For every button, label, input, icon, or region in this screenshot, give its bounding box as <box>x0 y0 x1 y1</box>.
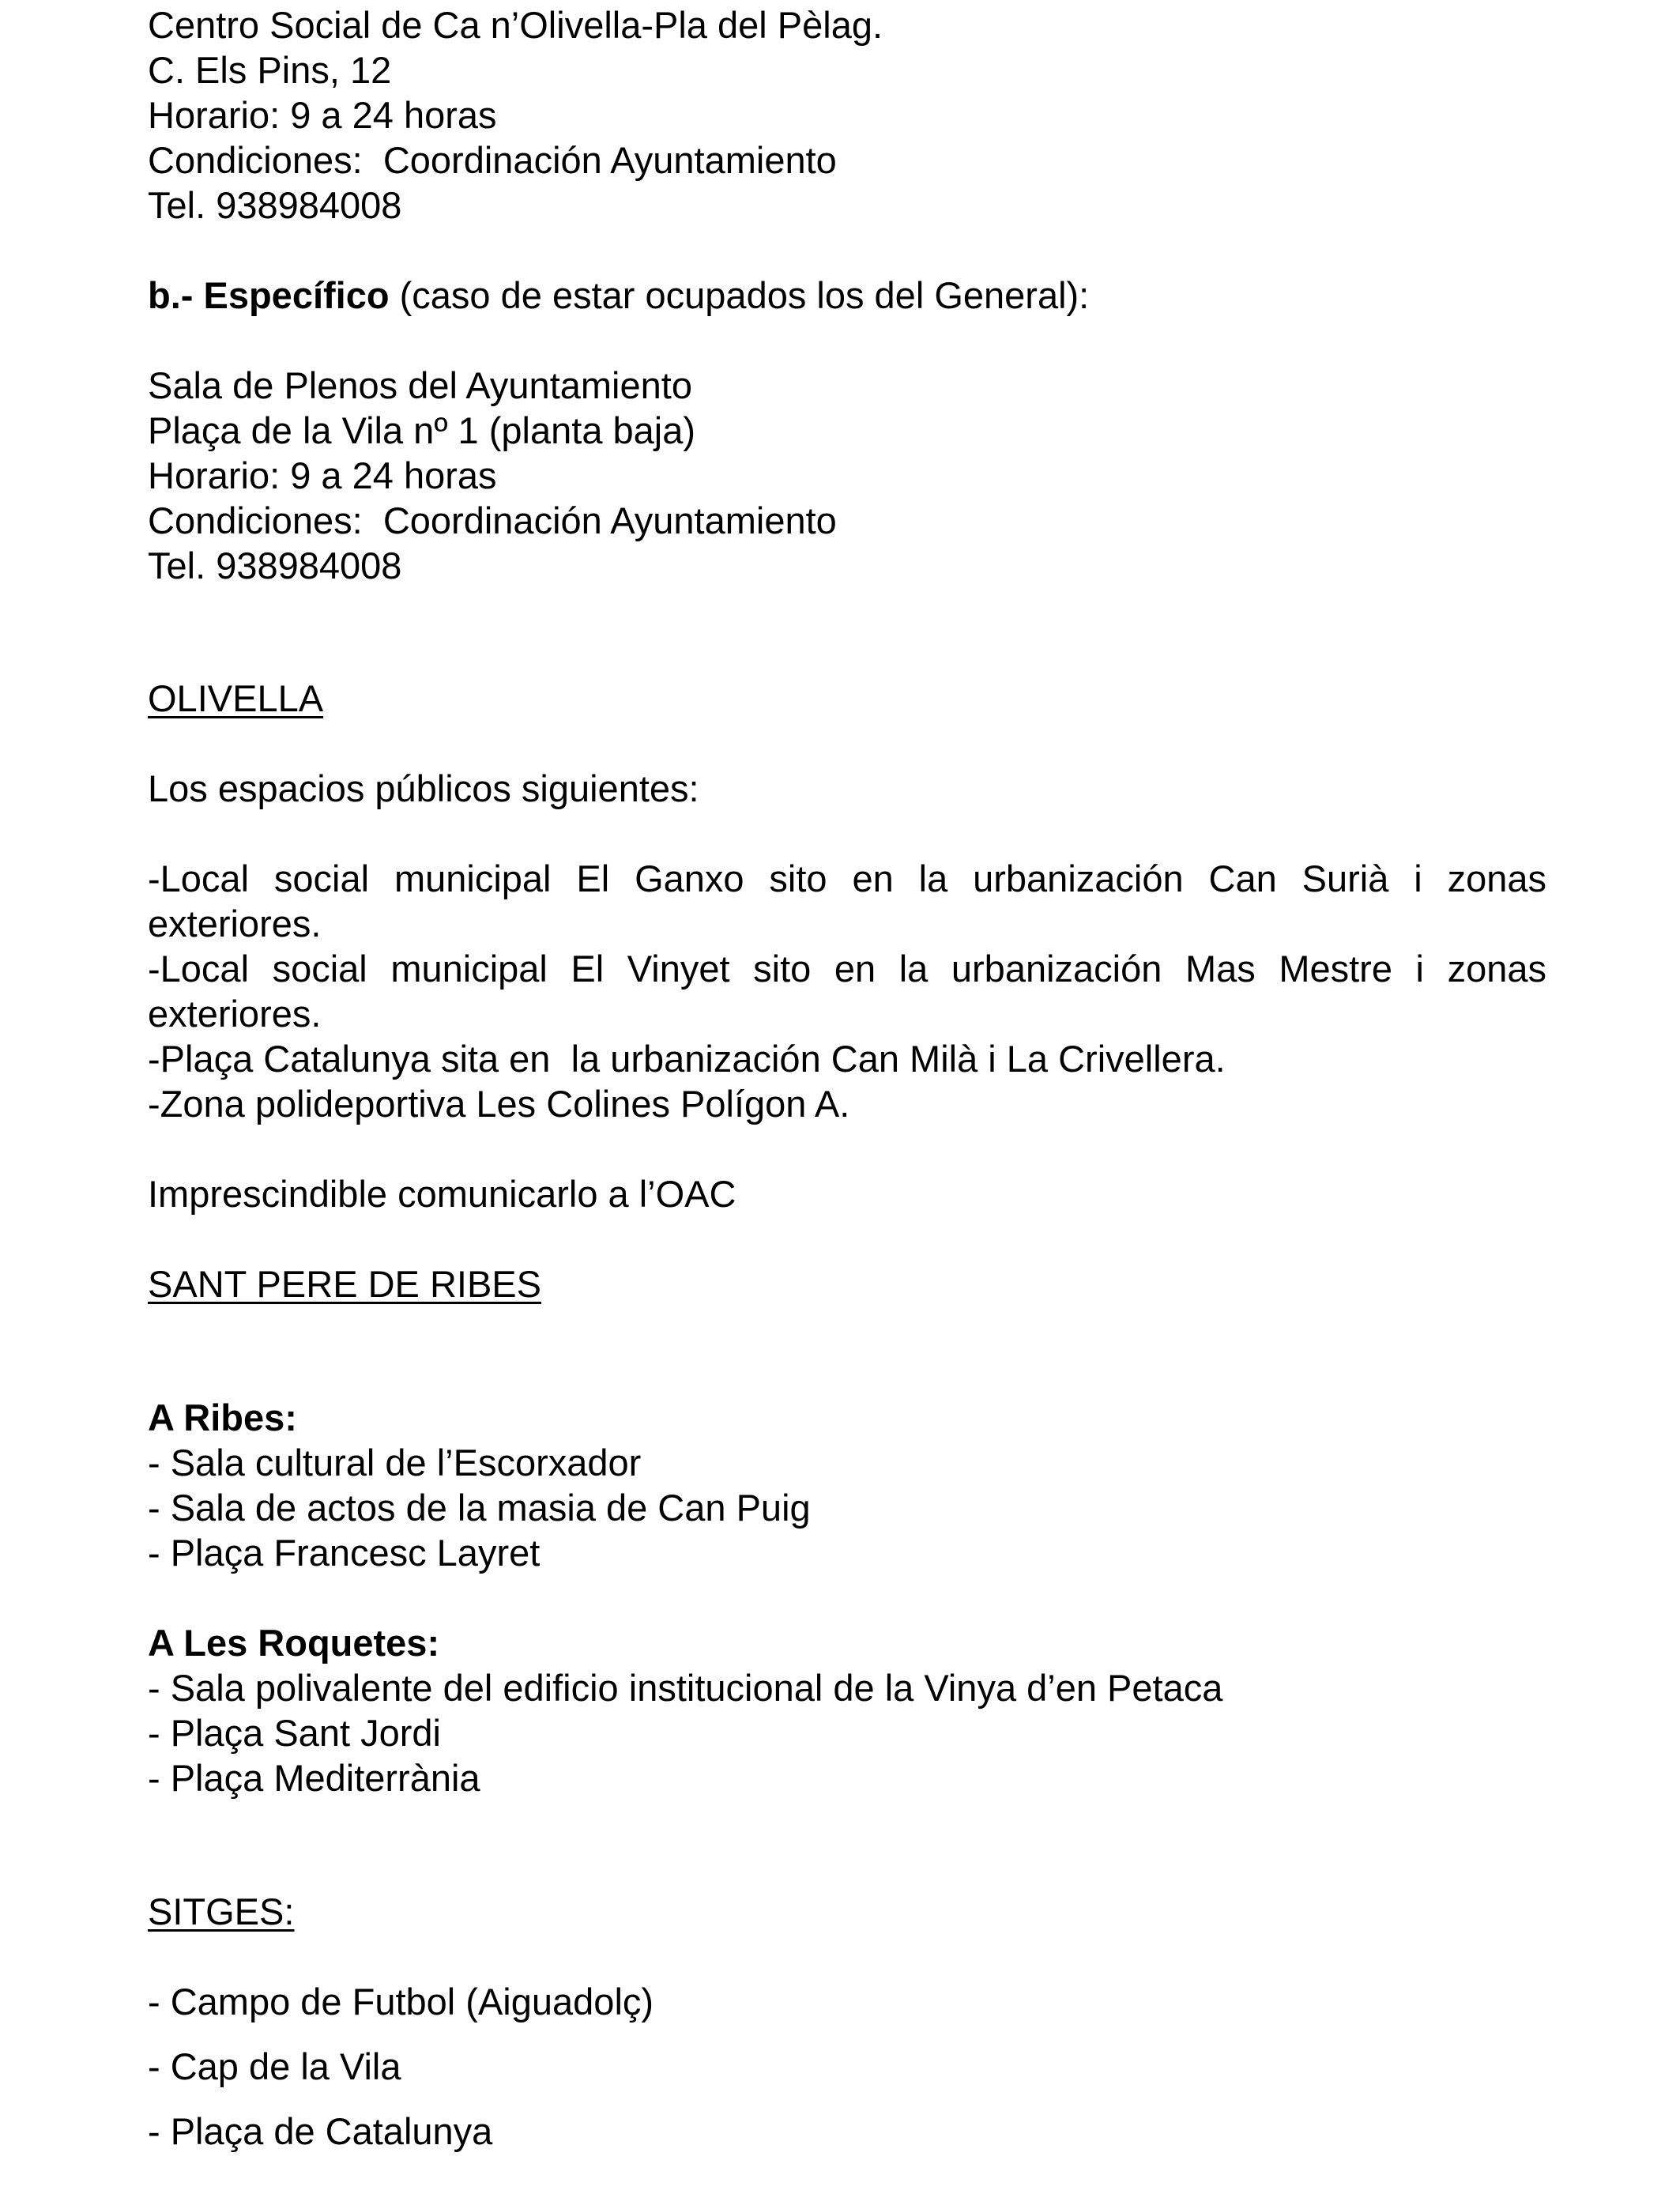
list-item: - Plaça Francesc Layret <box>148 1532 541 1574</box>
centro-social-hours: Horario: 9 a 24 horas <box>148 94 497 136</box>
olivella-item-ganxo-line2: exteriores. <box>148 903 322 944</box>
olivella-item-placa-catalunya: -Plaça Catalunya sita en la urbanización Can Milà i La Crivellera. <box>148 1038 1226 1080</box>
ribes-label: A Ribes: <box>148 1397 297 1438</box>
olivella-intro: Los espacios públicos siguientes: <box>148 767 699 809</box>
sitges-heading: SITGES: <box>148 1891 295 1932</box>
list-item: - Sala polivalente del edificio institucional de la Vinya d’en Petaca <box>148 1667 1223 1709</box>
sant-pere-heading: SANT PERE DE RIBES <box>148 1263 541 1305</box>
list-item: - Campo de Futbol (Aiguadolç) <box>148 1981 654 2022</box>
list-item: - Plaça Mediterrània <box>148 1757 480 1799</box>
sala-plenos-phone: Tel. 938984008 <box>148 545 402 586</box>
centro-social-address: C. Els Pins, 12 <box>148 49 392 91</box>
centro-social-conditions: Condiciones: Coordinación Ayuntamiento <box>148 139 837 181</box>
olivella-item-vinyet-line2: exteriores. <box>148 993 322 1035</box>
olivella-item-ganxo-line1: -Local social municipal El Ganxo sito en la urbanización Can Surià i zonas <box>148 858 1546 899</box>
roquetes-label: A Les Roquetes: <box>148 1622 440 1664</box>
list-item: - Plaça Sant Jordi <box>148 1712 441 1754</box>
centro-social-phone: Tel. 938984008 <box>148 184 402 226</box>
centro-social-name: Centro Social de Ca n’Olivella-Pla del Pèlag. <box>148 4 883 46</box>
sala-plenos-hours: Horario: 9 a 24 horas <box>148 454 497 496</box>
olivella-heading: OLIVELLA <box>148 677 324 719</box>
olivella-item-vinyet-line1: -Local social municipal El Vinyet sito en la urbanización Mas Mestre i zonas <box>148 948 1546 990</box>
list-item: - Plaça de Catalunya <box>148 2110 493 2152</box>
list-item: - Cap de la Vila <box>148 2045 401 2087</box>
sala-plenos-conditions: Condiciones: Coordinación Ayuntamiento <box>148 499 837 541</box>
olivella-item-polideportiva: -Zona polideportiva Les Colines Polígon A. <box>148 1083 850 1125</box>
specific-note: (caso de estar ocupados los del General): <box>389 274 1090 316</box>
specific-heading-line <box>148 273 1089 319</box>
sala-plenos-address: Plaça de la Vila nº 1 (planta baja) <box>148 409 696 451</box>
sala-plenos-name: Sala de Plenos del Ayuntamiento <box>148 364 692 406</box>
specific-label: b.- Específico <box>148 274 390 316</box>
list-item: - Sala de actos de la masia de Can Puig <box>148 1487 811 1529</box>
olivella-oac-note: Imprescindible comunicarlo a l’OAC <box>148 1173 736 1215</box>
list-item: - Sala cultural de l’Escorxador <box>148 1442 642 1483</box>
